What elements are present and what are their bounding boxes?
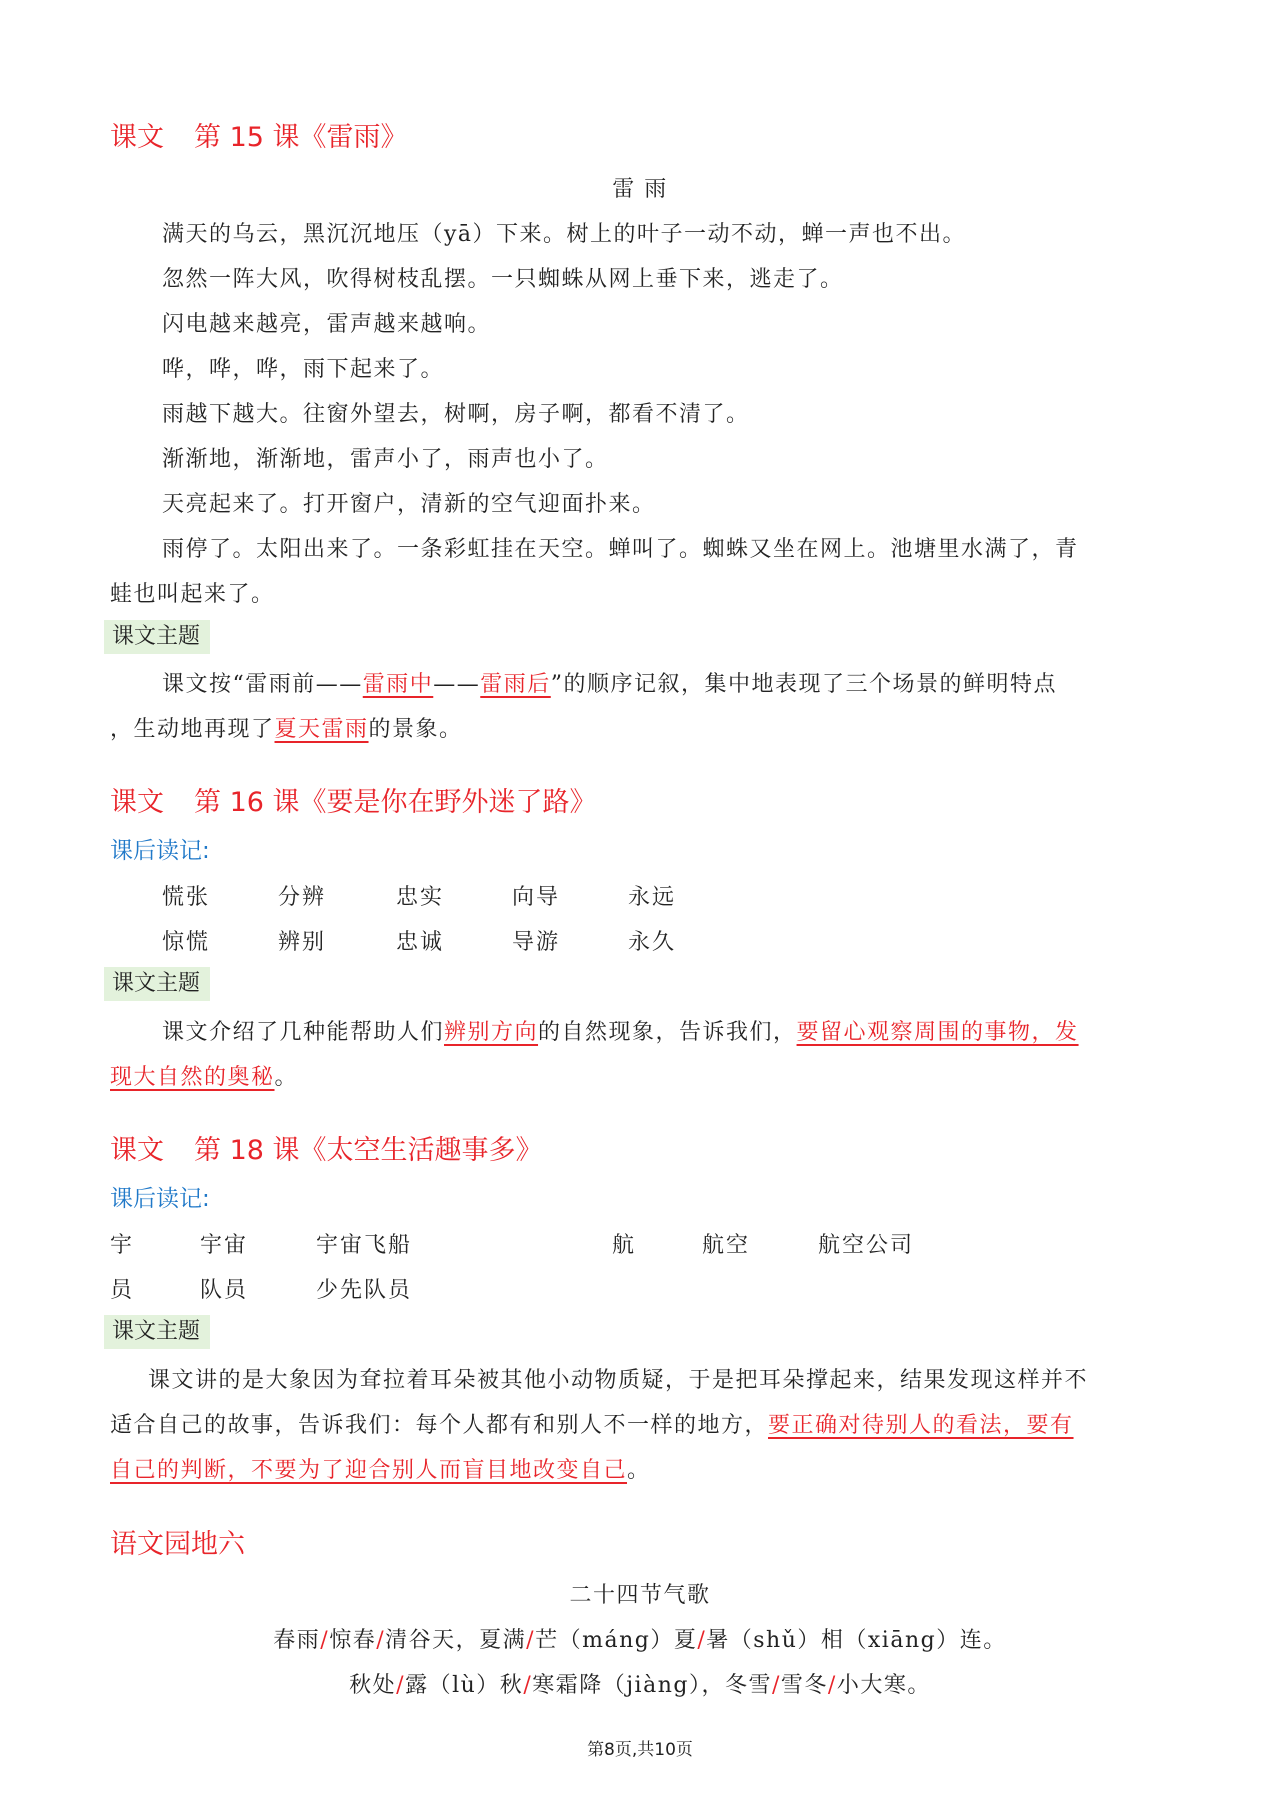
- words-label: 课后读记:: [110, 1186, 210, 1212]
- page-number: 第8页,共10页: [587, 1740, 693, 1760]
- word-cell: 员: [110, 1278, 135, 1303]
- theme-paragraph-line-2: [110, 707, 463, 752]
- slash-divider: /: [396, 1673, 406, 1698]
- word-cell: 少先队员: [316, 1278, 413, 1303]
- text-title: 雷 雨: [612, 177, 668, 202]
- slash-divider: /: [376, 1628, 386, 1653]
- theme-paragraph-line-1: [162, 662, 1057, 707]
- answer-blank: 要留心观察周围的事物，发: [796, 1020, 1079, 1045]
- theme-text: 课文介绍了几种能帮助人们: [162, 1020, 445, 1045]
- theme-text: 的景象。: [368, 717, 463, 742]
- text-line-3: 闪电越来越亮，雷声越来越响。: [162, 312, 492, 337]
- poem-segment: 小大寒。: [836, 1673, 931, 1698]
- theme-paragraph-line-1: [162, 1010, 1079, 1055]
- theme-label: 课文主题: [104, 620, 210, 654]
- slash-divider: /: [697, 1628, 707, 1653]
- word-cell: 航: [612, 1233, 637, 1258]
- theme-text: 课文按“雷雨前——: [162, 672, 363, 697]
- slash-divider: /: [526, 1628, 536, 1653]
- theme-text: 适合自己的故事，告诉我们：每个人都有和别人不一样的地方，: [110, 1413, 769, 1438]
- lesson-15-heading: [110, 120, 408, 156]
- theme-paragraph-line-3: [110, 1448, 651, 1493]
- poem-segment: 秋处: [349, 1673, 397, 1698]
- poem-segment: 芒（máng）夏: [535, 1628, 698, 1653]
- text-line-7: 天亮起来了。打开窗户，清新的空气迎面扑来。: [162, 492, 656, 517]
- theme-text: ，生动地再现了: [110, 717, 275, 742]
- answer-blank: 自己的判断，不要为了迎合别人而盲目地改变自己: [110, 1458, 628, 1483]
- theme-text: 的自然现象，告诉我们，: [538, 1020, 797, 1045]
- lesson-label: 课文: [110, 122, 164, 153]
- answer-blank: 辨别方向: [444, 1020, 539, 1045]
- answer-blank: 夏天雷雨: [274, 717, 369, 742]
- word-cell: 队员: [200, 1278, 249, 1303]
- theme-text: 。: [274, 1065, 299, 1090]
- answer-blank: 现大自然的奥秘: [110, 1065, 275, 1090]
- word-cell: 宇宙飞船: [316, 1233, 413, 1258]
- slash-divider: /: [827, 1673, 837, 1698]
- word-cell: 忠诚: [396, 930, 445, 955]
- poem-segment: 露（lù）秋: [405, 1673, 524, 1698]
- slash-divider: /: [771, 1673, 781, 1698]
- theme-paragraph-line-2: [110, 1403, 1074, 1448]
- text-line-9: 蛙也叫起来了。: [110, 582, 275, 607]
- word-cell: 宇: [110, 1233, 135, 1258]
- text-line-8: 雨停了。太阳出来了。一条彩虹挂在天空。蝉叫了。蜘蛛又坐在网上。池塘里水满了，青: [162, 537, 1079, 562]
- lesson-title: 第 18 课《太空生活趣事多》: [194, 1135, 543, 1166]
- theme-text: 。: [627, 1458, 651, 1483]
- text-line-6: 渐渐地，渐渐地，雷声小了，雨声也小了。: [162, 447, 609, 472]
- poem-segment: 雪冬: [780, 1673, 828, 1698]
- theme-paragraph-line-1: 课文讲的是大象因为耷拉着耳朵被其他小动物质疑，于是把耳朵撑起来，结果发现这样并不: [148, 1368, 1089, 1393]
- word-cell: 永远: [628, 885, 677, 910]
- word-cell: 导游: [512, 930, 561, 955]
- theme-label: 课文主题: [104, 967, 210, 1001]
- word-cell: 航空: [702, 1233, 751, 1258]
- word-cell: 永久: [628, 930, 677, 955]
- theme-text: ——: [433, 672, 481, 697]
- garden-heading: 语文园地六: [110, 1529, 245, 1560]
- poem-line-1: [0, 1618, 1280, 1663]
- poem-segment: 清谷天，夏满: [385, 1628, 527, 1653]
- word-cell: 惊慌: [162, 930, 211, 955]
- lesson-title: 第 15 课《雷雨》: [194, 122, 408, 153]
- lesson-16-heading: [110, 785, 597, 821]
- answer-blank: 雷雨后: [480, 672, 551, 697]
- word-cell: 忠实: [396, 885, 445, 910]
- text-line-4: 哗，哗，哗，雨下起来了。: [162, 357, 445, 382]
- answer-blank: 要正确对待别人的看法，要有: [768, 1413, 1074, 1438]
- word-cell: 宇宙: [200, 1233, 249, 1258]
- lesson-18-heading: [110, 1133, 543, 1169]
- text-line-2: 忽然一阵大风，吹得树枝乱摆。一只蜘蛛从网上垂下来，逃走了。: [162, 267, 844, 292]
- lesson-title: 第 16 课《要是你在野外迷了路》: [194, 787, 597, 818]
- lesson-label: 课文: [110, 787, 164, 818]
- lesson-label: 课文: [110, 1135, 164, 1166]
- text-line-1: 满天的乌云，黑沉沉地压（yā）下来。树上的叶子一动不动，蝉一声也不出。: [162, 222, 967, 247]
- theme-label: 课文主题: [104, 1315, 210, 1349]
- answer-blank: 雷雨中: [362, 672, 434, 697]
- word-cell: 分辨: [278, 885, 327, 910]
- poem-line-2: [0, 1663, 1280, 1708]
- poem-segment: 惊春: [329, 1628, 377, 1653]
- word-cell: 慌张: [162, 885, 211, 910]
- text-line-5: 雨越下越大。往窗外望去，树啊，房子啊，都看不清了。: [162, 402, 750, 427]
- theme-text: ”的顺序记叙，集中地表现了三个场景的鲜明特点: [550, 672, 1058, 697]
- word-cell: 辨别: [278, 930, 327, 955]
- poem-segment: 寒霜降（jiàng），冬雪: [532, 1673, 772, 1698]
- poem-title: 二十四节气歌: [569, 1583, 711, 1608]
- poem-segment: 春雨: [273, 1628, 321, 1653]
- words-label: 课后读记:: [110, 838, 210, 864]
- word-cell: 航空公司: [818, 1233, 915, 1258]
- slash-divider: /: [320, 1628, 330, 1653]
- theme-paragraph-line-2: [110, 1055, 298, 1100]
- word-cell: 向导: [512, 885, 561, 910]
- poem-segment: 暑（shǔ）相（xiāng）连。: [706, 1628, 1007, 1653]
- slash-divider: /: [523, 1673, 533, 1698]
